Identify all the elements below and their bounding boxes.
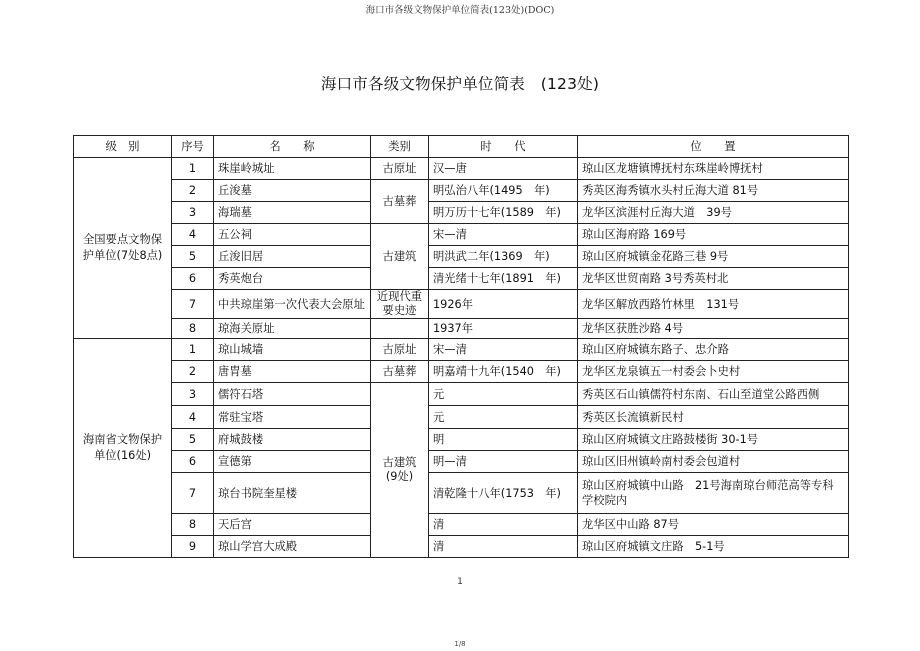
- row-period: 清光绪十七年(1891 年): [429, 268, 578, 290]
- row-type: 古墓葬: [371, 361, 429, 383]
- row-no: 6: [172, 451, 214, 473]
- column-header-type: 类别: [371, 136, 429, 158]
- column-header-location: 位 置: [578, 136, 849, 158]
- column-header-name: 名 称: [214, 136, 371, 158]
- row-type: 古建筑(9处): [371, 383, 429, 558]
- row-location: 琼山区旧州镇岭南村委会包道村: [578, 451, 849, 473]
- row-location: 龙华区世贸南路 3号秀英村北: [578, 268, 849, 290]
- row-period: 宋—清: [429, 339, 578, 361]
- table-row: [74, 339, 849, 361]
- row-name: 琼山学宫大成殿: [214, 536, 371, 558]
- row-location: 龙华区解放西路竹林里 131号: [578, 290, 849, 319]
- row-name: 琼山城墙: [214, 339, 371, 361]
- row-period: 清乾隆十八年(1753 年): [429, 473, 578, 514]
- row-no: 7: [172, 473, 214, 514]
- column-header-period: 时 代: [429, 136, 578, 158]
- heritage-table: [73, 135, 849, 558]
- row-type: 古原址: [371, 339, 429, 361]
- row-no: 4: [172, 406, 214, 429]
- row-no: 7: [172, 290, 214, 319]
- row-location: 秀英区长流镇新民村: [578, 406, 849, 429]
- table-row: [74, 224, 849, 246]
- row-period: 明: [429, 429, 578, 451]
- row-period: 1926年: [429, 290, 578, 319]
- row-name: 中共琼崖第一次代表大会原址: [214, 290, 371, 319]
- row-type: 近现代重要史迹: [371, 290, 429, 319]
- row-location: 龙华区中山路 87号: [578, 514, 849, 536]
- row-location: 琼山区海府路 169号: [578, 224, 849, 246]
- row-name: 珠崖岭城址: [214, 158, 371, 180]
- page-footer: 1/8: [454, 640, 466, 648]
- row-no: 9: [172, 536, 214, 558]
- row-name: 海瑞墓: [214, 202, 371, 224]
- group-provincial-label: 海南省文物保护单位(16处): [74, 339, 172, 558]
- row-name: 府城鼓楼: [214, 429, 371, 451]
- row-period: 汉—唐: [429, 158, 578, 180]
- row-period: 1937年: [429, 319, 578, 339]
- table-row: [74, 361, 849, 383]
- table-row: [74, 268, 849, 290]
- row-period: 元: [429, 383, 578, 406]
- row-period: 元: [429, 406, 578, 429]
- row-name: 秀英炮台: [214, 268, 371, 290]
- row-no: 4: [172, 224, 214, 246]
- row-name: 五公祠: [214, 224, 371, 246]
- group-national-label: 全国要点文物保护单位(7处8点): [74, 158, 172, 339]
- row-no: 8: [172, 514, 214, 536]
- row-location: 琼山区府城镇文庄路 5-1号: [578, 536, 849, 558]
- row-name: 琼海关原址: [214, 319, 371, 339]
- table-row: [74, 246, 849, 268]
- row-no: 2: [172, 180, 214, 202]
- row-period: 明嘉靖十九年(1540 年): [429, 361, 578, 383]
- row-name: 唐胄墓: [214, 361, 371, 383]
- table-row: [74, 319, 849, 339]
- row-period: 明弘治八年(1495 年): [429, 180, 578, 202]
- row-location: 琼山区府城镇东路子、忠介路: [578, 339, 849, 361]
- row-location: 秀英区石山镇儒符村东南、石山至道堂公路西侧: [578, 383, 849, 406]
- row-name: 宣德第: [214, 451, 371, 473]
- row-type: 古墓葬: [371, 180, 429, 224]
- row-name: 常驻宝塔: [214, 406, 371, 429]
- table-header-row: [74, 136, 849, 158]
- document-header: 海口市各级文物保护单位简表(123处)(DOC): [365, 5, 555, 16]
- row-no: 3: [172, 383, 214, 406]
- table-row: [74, 180, 849, 202]
- row-period: 清: [429, 536, 578, 558]
- row-no: 1: [172, 158, 214, 180]
- table-row: [74, 406, 849, 429]
- table-row: [74, 202, 849, 224]
- row-no: 6: [172, 268, 214, 290]
- row-period: 明洪武二年(1369 年): [429, 246, 578, 268]
- row-name: 琼台书院奎星楼: [214, 473, 371, 514]
- row-type: 古原址: [371, 158, 429, 180]
- table-row: [74, 290, 849, 319]
- row-period: 清: [429, 514, 578, 536]
- row-location: 龙华区滨涯村丘海大道 39号: [578, 202, 849, 224]
- row-location: 秀英区海秀镇水头村丘海大道 81号: [578, 180, 849, 202]
- table-row: [74, 451, 849, 473]
- row-name: 丘浚墓: [214, 180, 371, 202]
- row-no: 2: [172, 361, 214, 383]
- table-row: [74, 536, 849, 558]
- row-no: 3: [172, 202, 214, 224]
- row-no: 8: [172, 319, 214, 339]
- table-row: [74, 383, 849, 406]
- row-name: 儒符石塔: [214, 383, 371, 406]
- table-row: [74, 473, 849, 514]
- row-period: 明—清: [429, 451, 578, 473]
- row-no: 1: [172, 339, 214, 361]
- row-type: 古建筑: [371, 224, 429, 290]
- page-number: 1: [457, 577, 463, 587]
- row-period: 明万历十七年(1589 年): [429, 202, 578, 224]
- table-row: [74, 514, 849, 536]
- table-row: [74, 158, 849, 180]
- row-period: 宋—清: [429, 224, 578, 246]
- row-location: 琼山区府城镇金花路三巷 9号: [578, 246, 849, 268]
- row-location: 龙华区龙泉镇五一村委会卜史村: [578, 361, 849, 383]
- page-title: 海口市各级文物保护单位简表 (123处): [320, 75, 600, 93]
- column-header-level: 级 别: [74, 136, 172, 158]
- row-location: 琼山区府城镇中山路 21号海南琼台师范高等专科学校院内: [578, 473, 849, 514]
- row-location: 琼山区府城镇文庄路鼓楼街 30-1号: [578, 429, 849, 451]
- row-name: 丘浚旧居: [214, 246, 371, 268]
- row-no: 5: [172, 246, 214, 268]
- row-type-empty: [371, 319, 429, 339]
- row-no: 5: [172, 429, 214, 451]
- table-row: [74, 429, 849, 451]
- column-header-no: 序号: [172, 136, 214, 158]
- row-location: 龙华区获胜沙路 4号: [578, 319, 849, 339]
- row-location: 琼山区龙塘镇博抚村东珠崖岭博抚村: [578, 158, 849, 180]
- row-name: 天后宫: [214, 514, 371, 536]
